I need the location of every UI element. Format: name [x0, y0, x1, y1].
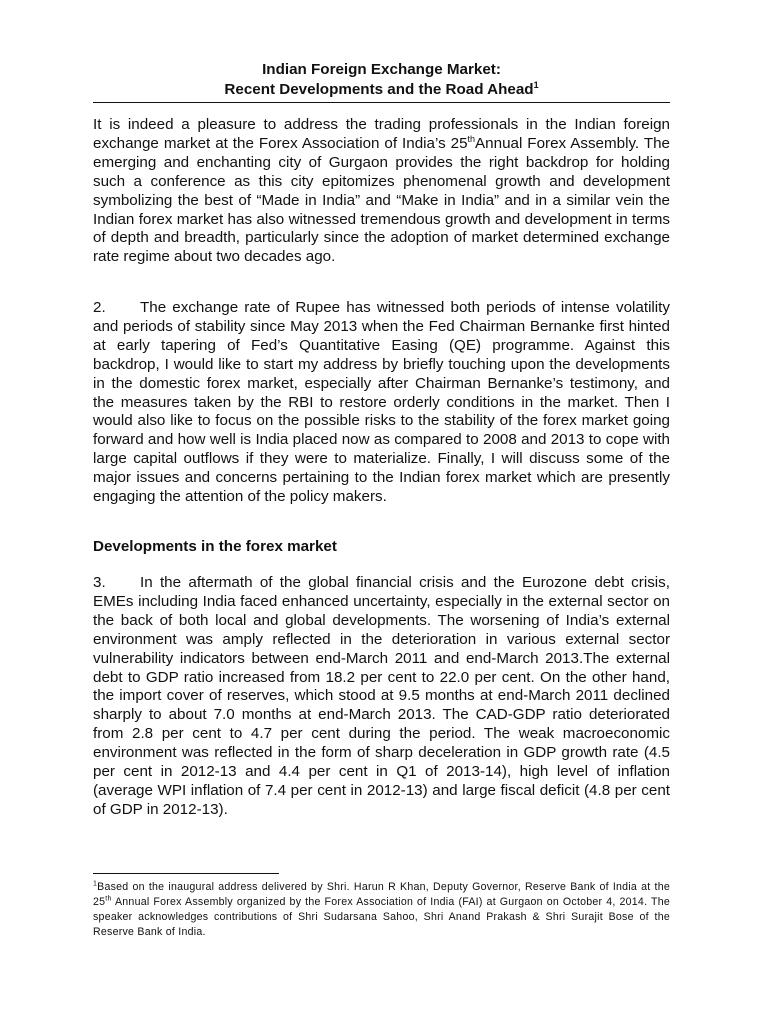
footnote-text-end: Annual Forex Assembly organized by the Forex Association of India (FAI) at Gurgaon on October 4, 2014. The speaker acknowledges contributions of Shri Sudarsana Sahoo, Shri Anand Prakash & Shri Surajit Bose of the Reserve Bank of India.	[93, 896, 670, 938]
title-line-2-text: Recent Developments and the Road Ahead	[224, 81, 534, 98]
title-line-1: Indian Foreign Exchange Market:	[262, 61, 501, 78]
paragraph-1	[93, 116, 670, 267]
paragraph-1-text-end: Annual Forex Assembly. The emerging and enchanting city of Gurgaon provides the right backdrop for holding such a conference as this city epitomizes phenomenal growth and development symbolizing the best of “Made in India” and “Make in India” and in a similar vein the Indian forex market has also witnessed tremendous growth and development in terms of depth and breadth, particularly since the adoption of market determined exchange rate regime about two decades ago.	[93, 134, 670, 266]
footnote-divider	[93, 873, 279, 874]
paragraph-2	[93, 299, 670, 507]
document-title	[93, 60, 670, 103]
footnote-text-start: Based on the inaugural address delivered by Shri. Harun R Khan, Deputy Governor, Reserve Bank of India at the 25	[93, 881, 670, 908]
title-line-2	[93, 80, 670, 100]
footnote-marker: 1	[93, 880, 98, 888]
paragraph-1-text-start: It is indeed a pleasure to address the trading professionals in the Indian foreign exchange market at the Forex Association of India’s 25	[93, 116, 670, 152]
paragraph-1-superscript: th	[467, 133, 476, 144]
footnote	[93, 880, 670, 940]
title-footnote-ref[interactable]: 1	[533, 79, 539, 90]
paragraph-3-text: In the aftermath of the global financial crisis and the Eurozone debt crisis, EMEs including India faced enhanced uncertainty, especially in the external sector on the back of both local and global developments. The worsening of India’s external environment was amply reflected in the deterioration in various external sector vulnerability indicators between end-March 2011 and end-March 2013.The external debt to GDP ratio increased from 18.2 per cent to 22.0 per cent. On the other hand, the import cover of reserves, which stood at 9.5 months at end-March 2011 declined sharply to about 7.0 months at end-March 2013. The CAD-GDP ratio deteriorated from 2.8 per cent to 4.7 per cent during the period. The weak macroeconomic environment was reflected in the form of sharp deceleration in GDP growth rate (4.5 per cent in 2012-13 and 4.4 per cent in Q1 of 2013-14), high level of inflation (average WPI inflation of 7.4 per cent in 2012-13) and large fiscal deficit (4.8 per cent of GDP in 2012-13).	[93, 574, 670, 818]
paragraph-3-number: 3.	[93, 574, 106, 591]
paragraph-2-number: 2.	[93, 299, 106, 316]
paragraph-3	[93, 574, 670, 820]
section-heading: Developments in the forex market	[93, 538, 337, 555]
footnote-superscript: th	[105, 895, 112, 903]
paragraph-2-text: The exchange rate of Rupee has witnessed both periods of intense volatility and periods of stability since May 2013 when the Fed Chairman Bernanke first hinted at early tapering of Fed’s Quantitative Easing (QE) programme. Against this backdrop, I would like to start my address by briefly touching upon the developments in the domestic forex market, especially after Chairman Bernanke’s testimony, and the measures taken by the RBI to restore orderly conditions in the market. Then I would also like to focus on the possible risks to the stability of the forex market going forward and how well is India placed now as compared to 2008 and 2013 to cope with large capital outflows if they were to materialize. Finally, I will discuss some of the major issues and concerns pertaining to the Indian forex market which are presently engaging the attention of the policy makers.	[93, 299, 670, 506]
